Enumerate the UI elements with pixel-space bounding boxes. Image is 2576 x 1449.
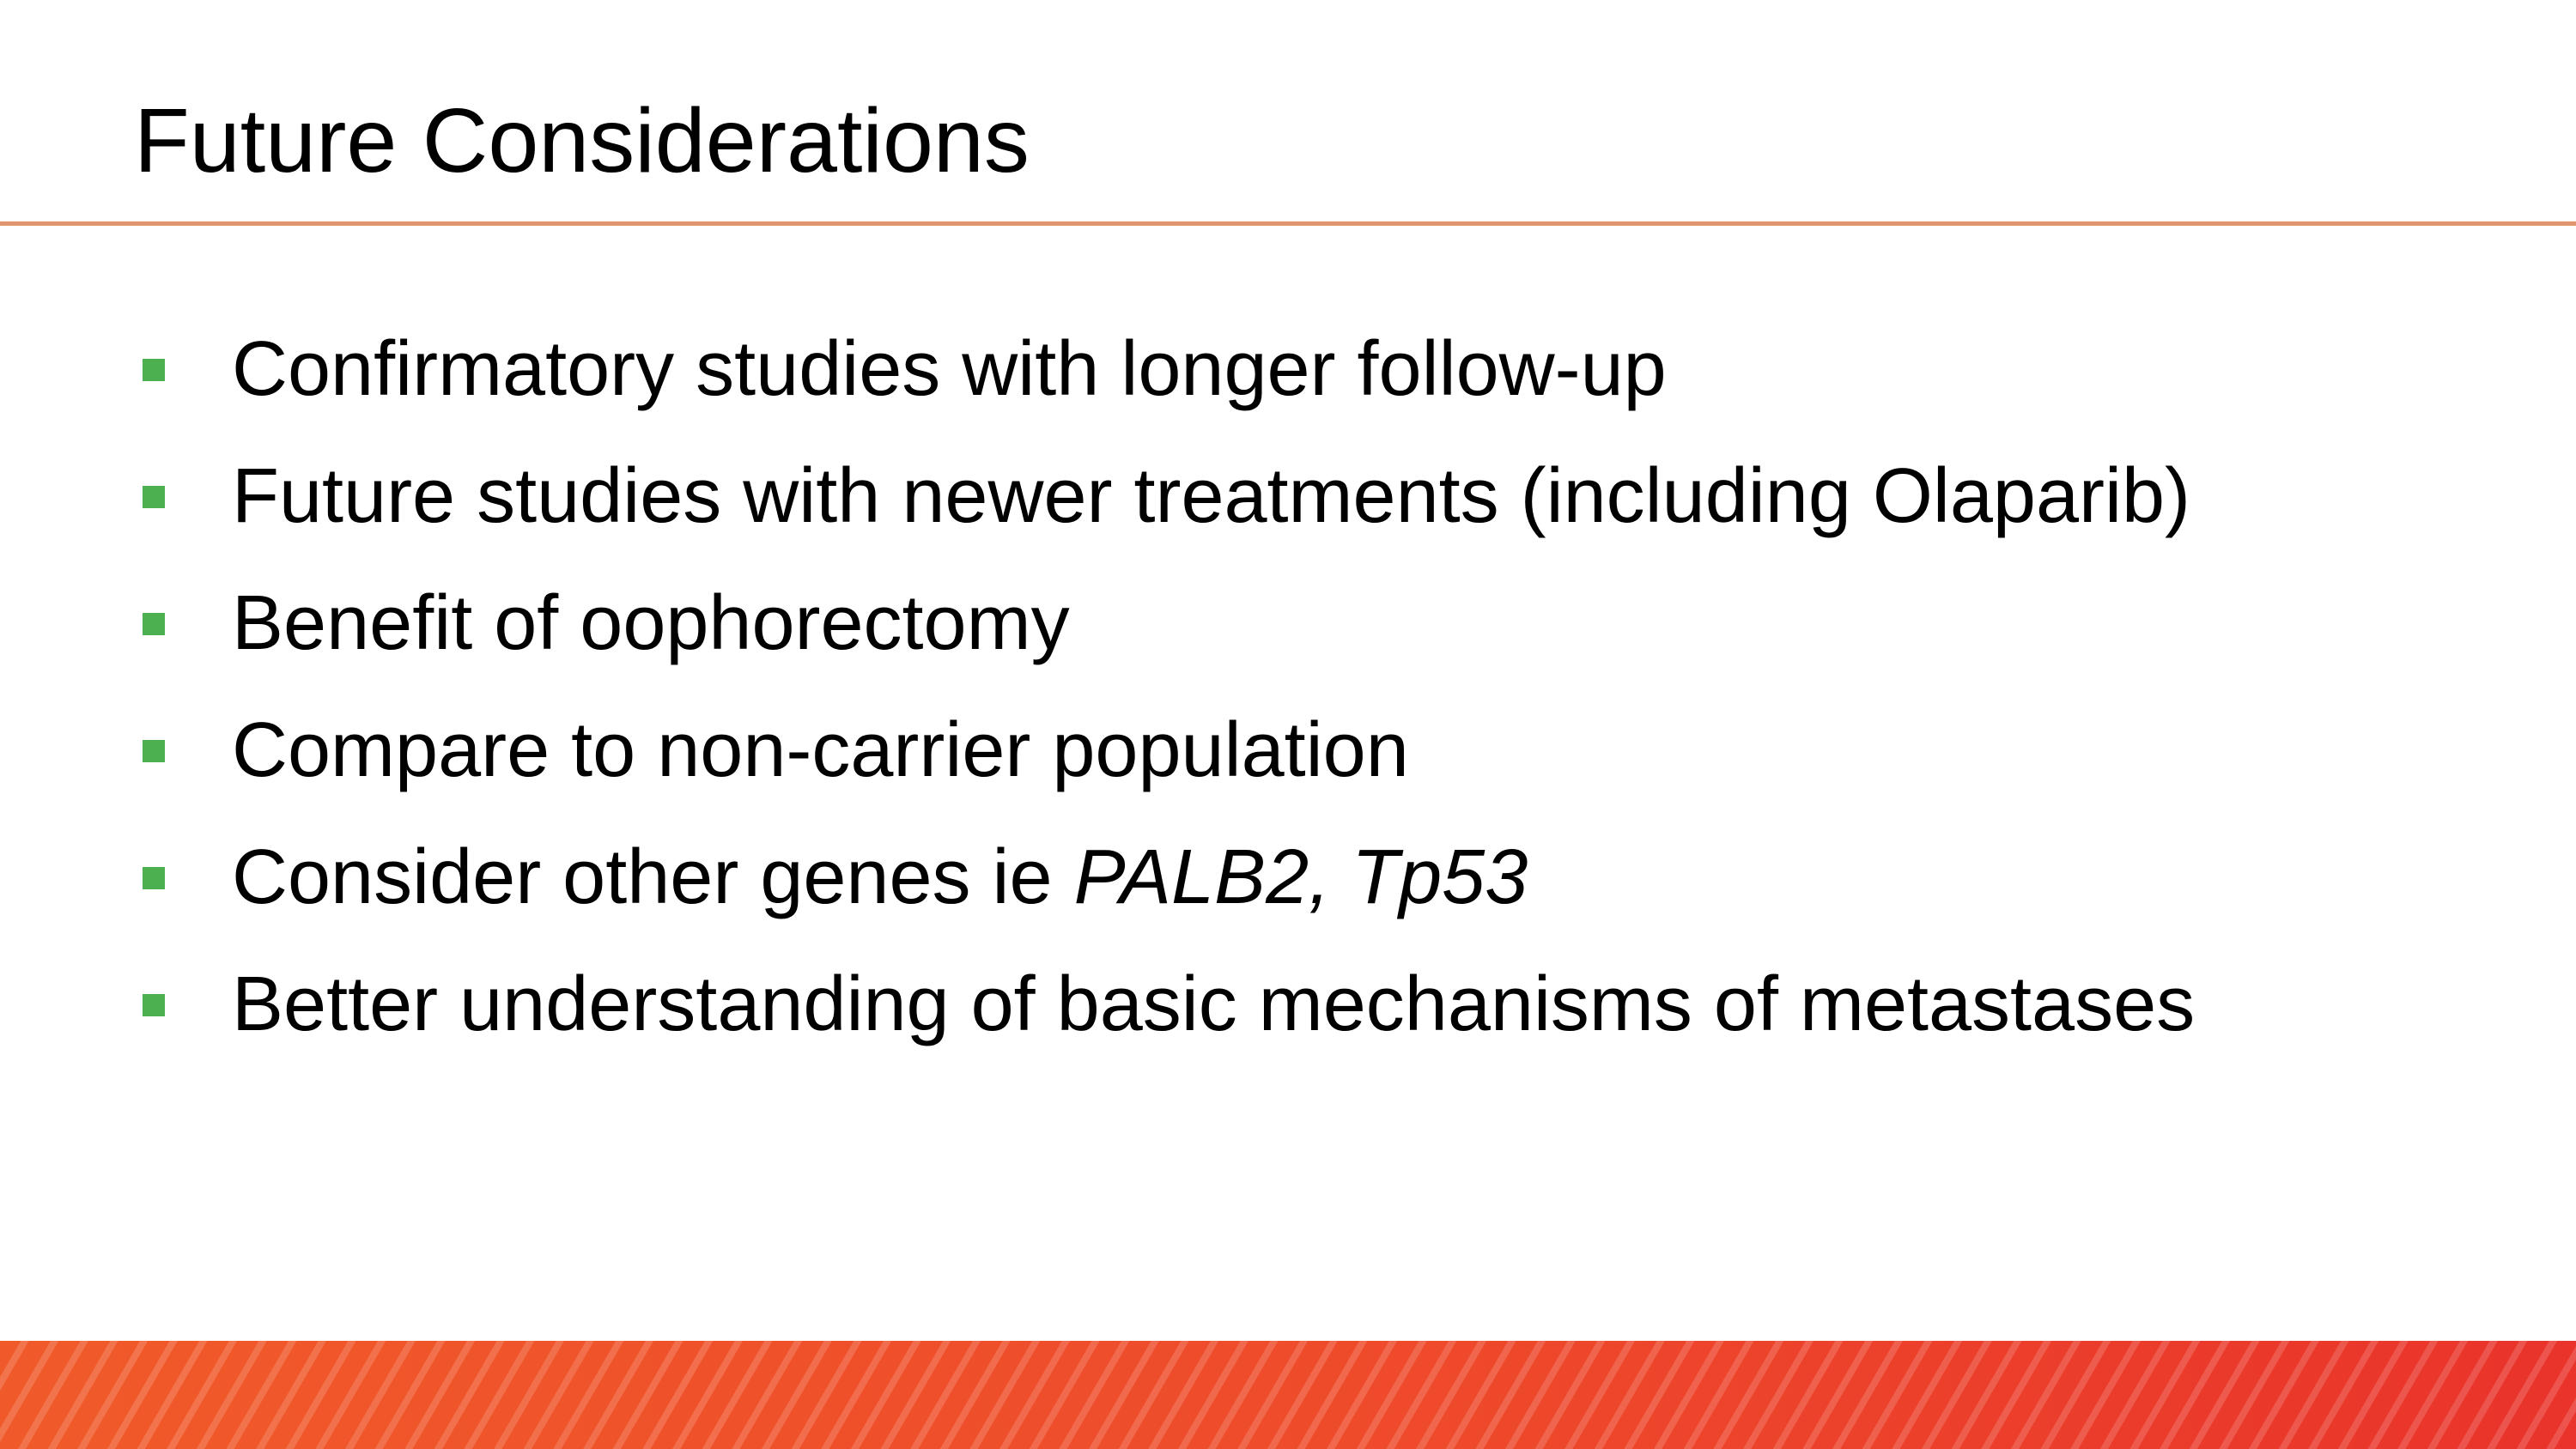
square-bullet-icon	[143, 994, 165, 1016]
title-divider	[0, 221, 2576, 226]
bullet-text-plain: Confirmatory studies with longer follow-up	[232, 326, 1667, 412]
slide-title: Future Considerations	[134, 90, 1030, 191]
bullet-text-plain: Benefit of oophorectomy	[232, 580, 1070, 666]
bullet-text-plain: Better understanding of basic mechanisms of metastases	[232, 961, 2196, 1047]
bullet-text	[232, 450, 2190, 543]
square-bullet-icon	[143, 867, 165, 889]
square-bullet-icon	[143, 740, 165, 762]
bullet-text-plain: Consider other genes ie	[232, 834, 1074, 920]
bullet-text	[232, 704, 1409, 797]
bullet-text-italic: PALB2, Tp53	[1073, 834, 1528, 920]
bullet-text	[232, 577, 1070, 670]
bullet-text-plain: Compare to non-carrier population	[232, 707, 1409, 793]
bullet-text	[232, 831, 1528, 924]
bullet-text	[232, 323, 1667, 415]
square-bullet-icon	[143, 613, 165, 635]
footer-band	[0, 1341, 2576, 1449]
square-bullet-icon	[143, 359, 165, 381]
square-bullet-icon	[143, 486, 165, 508]
bullet-text	[232, 958, 2195, 1051]
bullet-text-plain: Future studies with newer treatments (including Olaparib)	[232, 453, 2191, 539]
